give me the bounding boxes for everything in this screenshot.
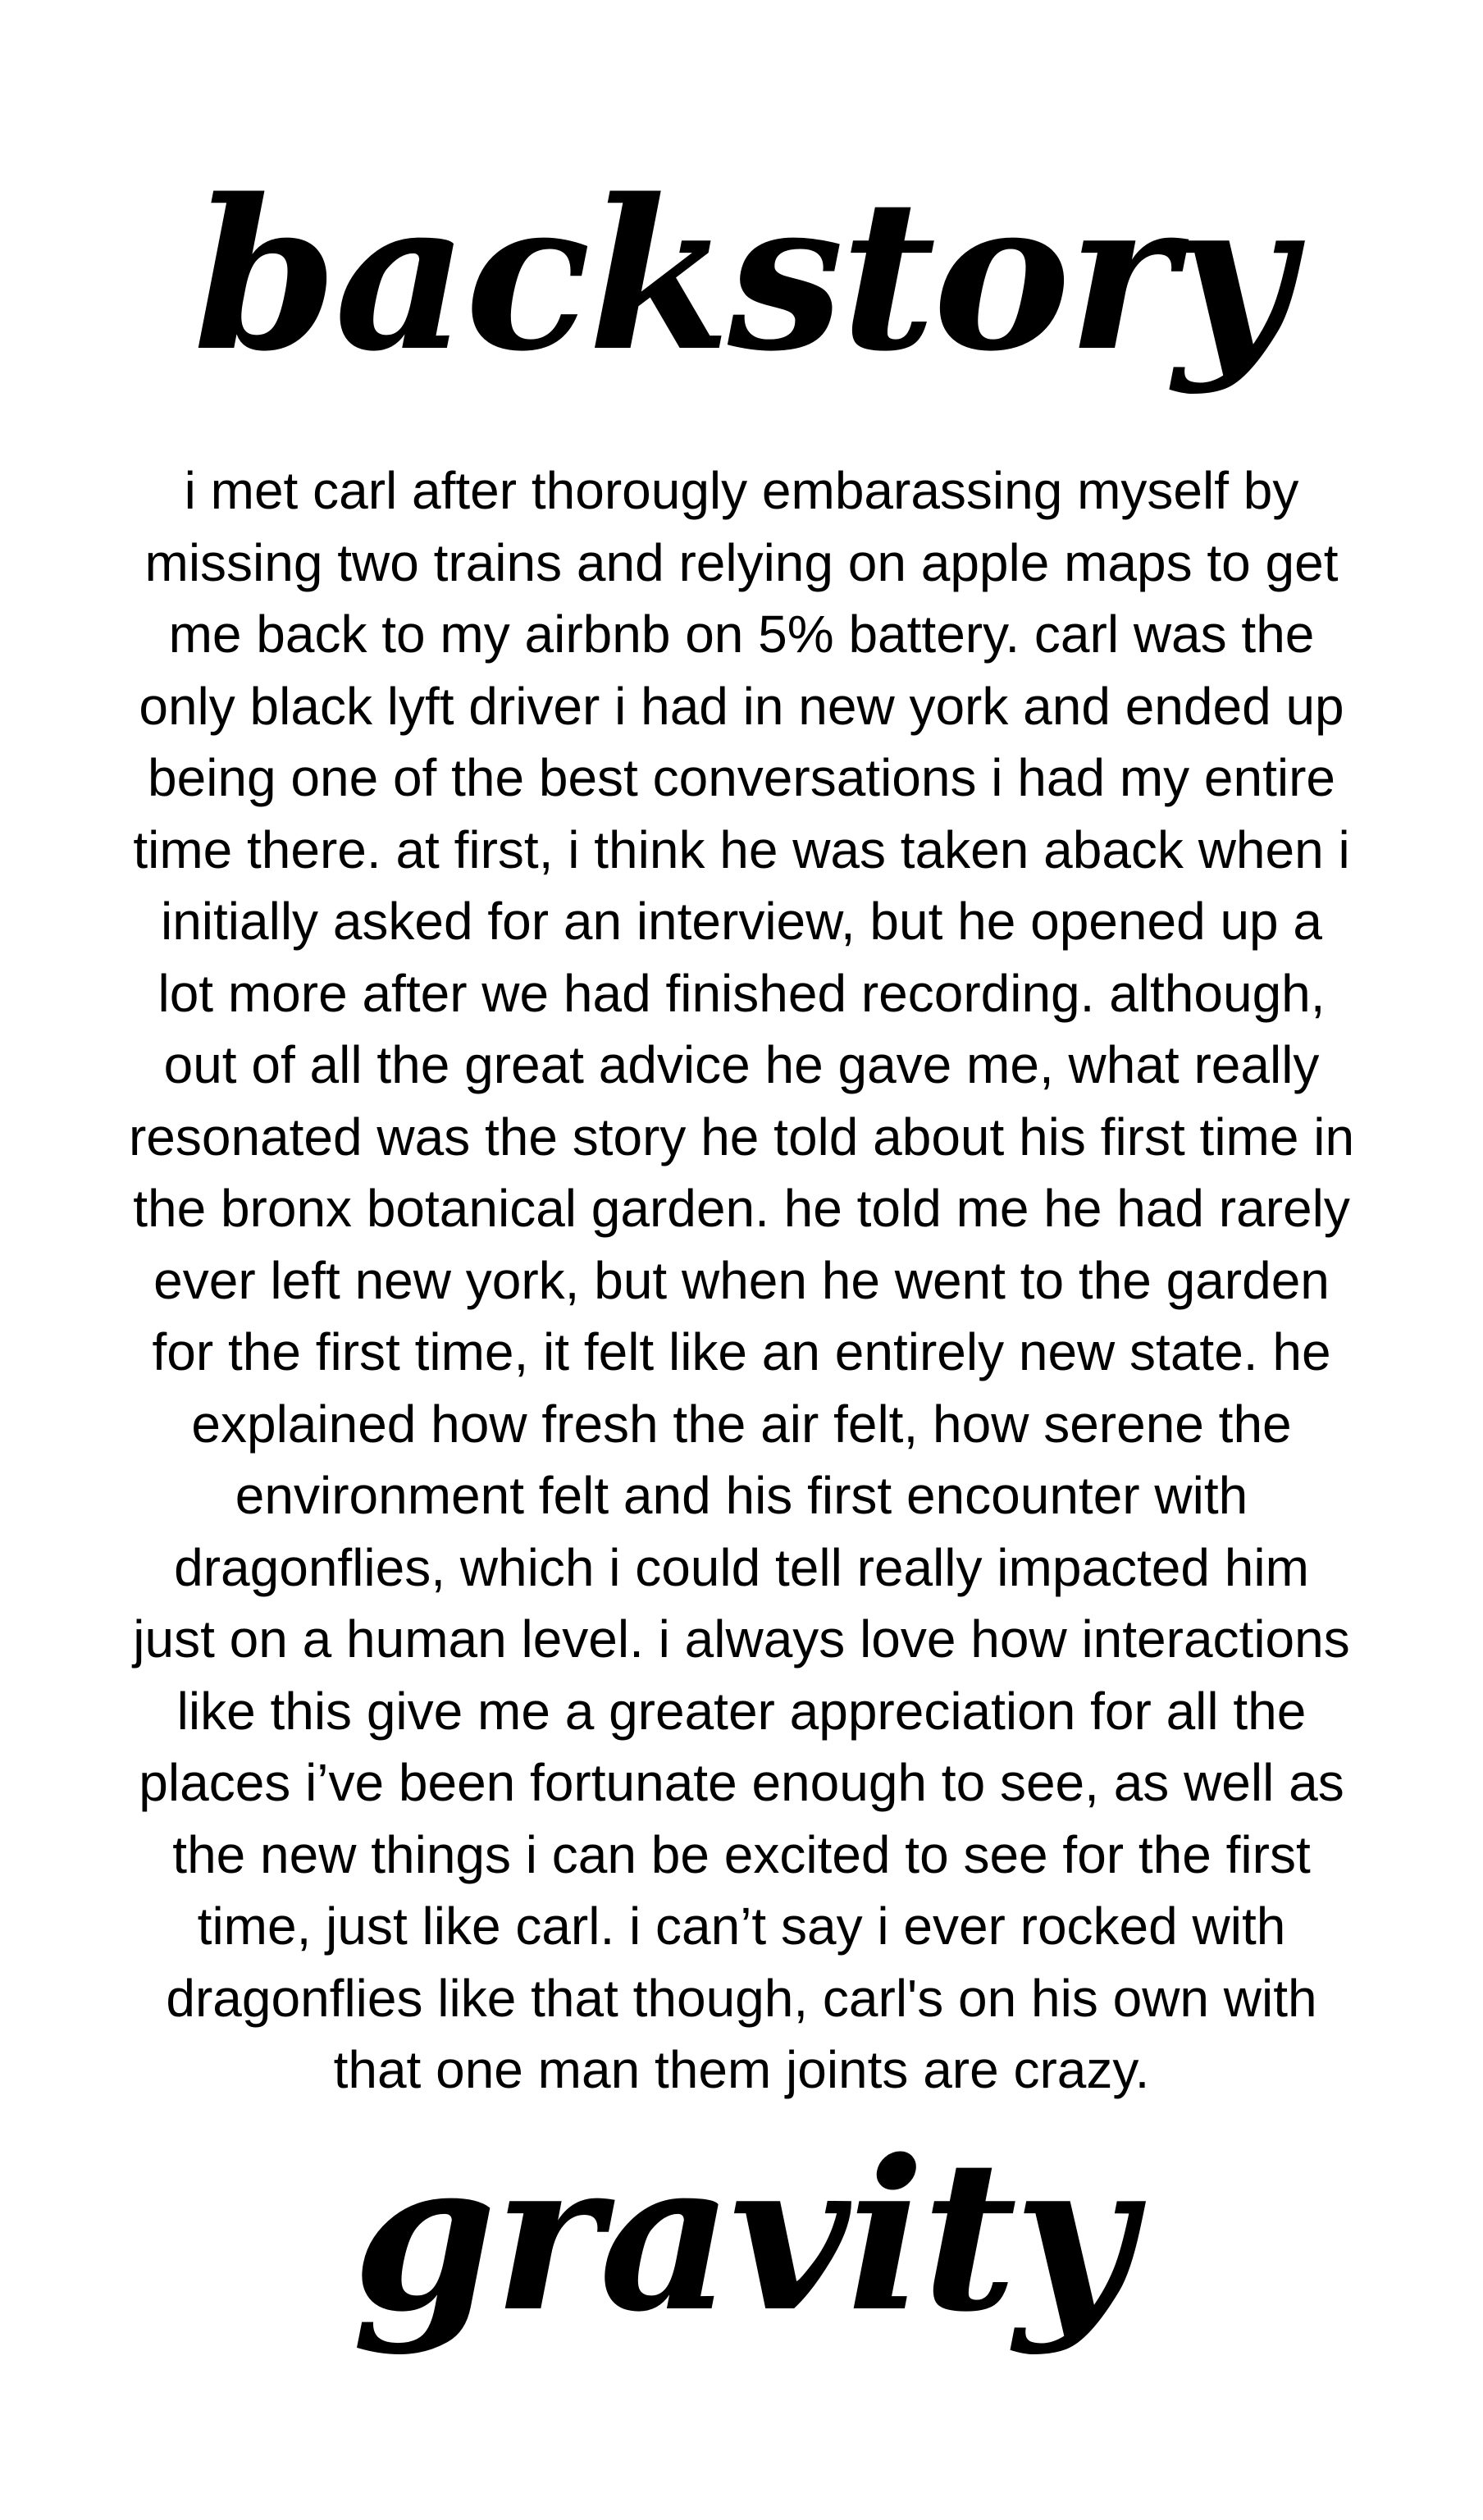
story-paragraph	[49, 455, 1434, 2107]
story-line: that one man them joints are crazy.	[333, 2040, 1150, 2099]
story-line: initially asked for an interview, but he opened up a	[160, 892, 1323, 951]
story-line: places i’ve been fortunate enough to see, as well as	[139, 1753, 1344, 1812]
story-line: out of all the great advice he gave me, what really	[163, 1035, 1320, 1094]
story-line: dragonflies like that though, carl's on his own with	[166, 1968, 1317, 2028]
story-line: environment felt and his first encounter with	[235, 1466, 1248, 1525]
footer-title: gravity	[352, 2115, 1131, 2358]
story-line: resonated was the story he told about his first time in	[128, 1107, 1355, 1166]
story-line: the new things i can be excited to see for the first	[172, 1824, 1311, 1884]
story-line: lot more after we had finished recording. although,	[157, 963, 1326, 1023]
page-title: backstory	[193, 154, 1290, 397]
story-line: for the first time, it felt like an entirely new state. he	[152, 1322, 1331, 1381]
story-line: me back to my airbnb on 5% battery. carl was the	[168, 605, 1315, 664]
story-line: the bronx botanical garden. he told me he had rarely	[133, 1179, 1350, 1238]
story-line: just on a human level. i always love how interactions	[133, 1609, 1350, 1669]
story-line: missing two trains and relying on apple maps to get	[144, 532, 1339, 592]
story-line: i met carl after thorougly embarassing myself by	[184, 461, 1299, 520]
story-line: ever left new york, but when he went to the garden	[153, 1250, 1330, 1310]
story-line: only black lyft driver i had in new york and ended up	[139, 676, 1344, 736]
story-line: dragonflies, which i could tell really impacted him	[174, 1537, 1309, 1597]
story-line: time there. at first, i think he was taken aback when i	[133, 819, 1350, 879]
story-line: time, just like carl. i can’t say i ever rocked with	[197, 1897, 1286, 1956]
story-line: explained how fresh the air felt, how serene the	[191, 1394, 1292, 1454]
story-line: like this give me a greater appreciation for all the	[176, 1681, 1307, 1741]
story-line: being one of the best conversations i had my entire	[148, 748, 1335, 807]
